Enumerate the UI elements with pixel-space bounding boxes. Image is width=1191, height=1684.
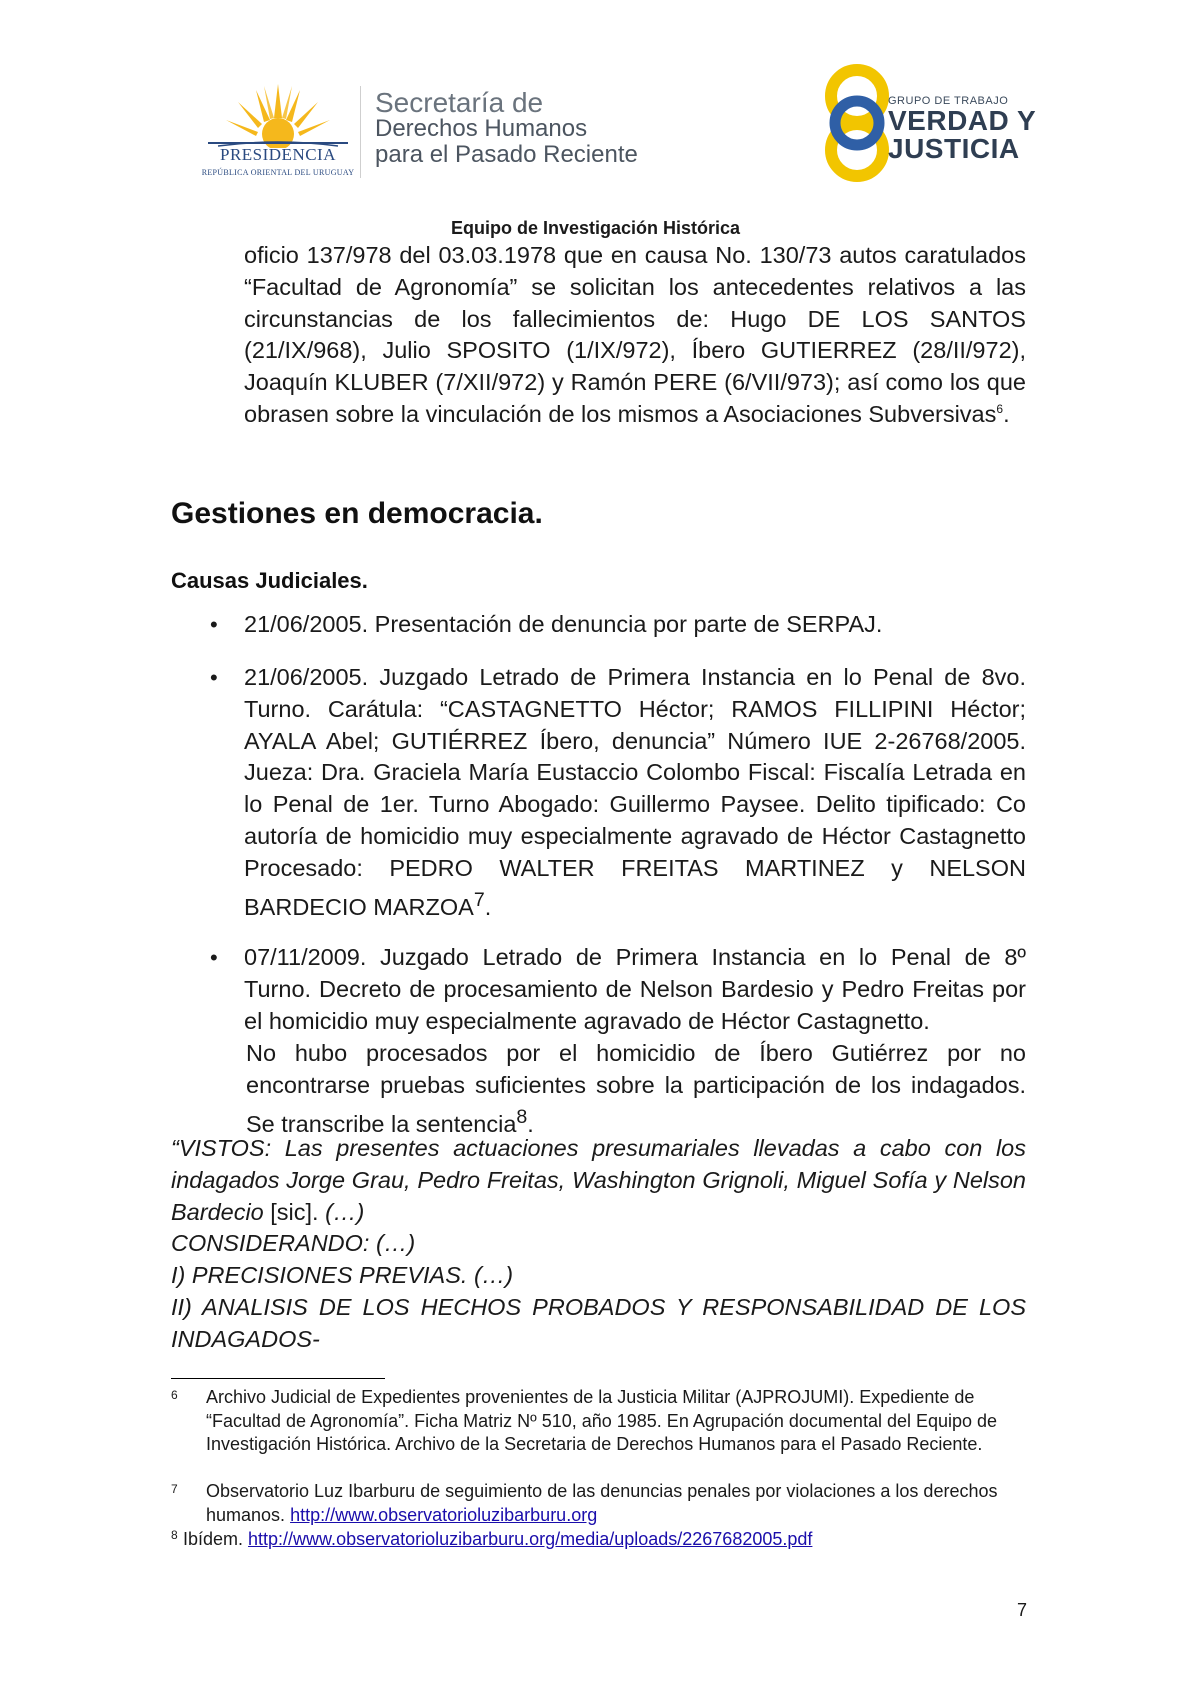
footnote-body: Observatorio Luz Ibarburu de seguimiento de las denuncias penales por violaciones a los derechos humanos. — [206, 1481, 998, 1525]
justicia-label: JUSTICIA — [888, 133, 1020, 164]
footnote-ref-7[interactable]: 7 — [473, 888, 485, 911]
page-header — [0, 0, 1191, 238]
list-item — [244, 942, 1026, 1037]
intro-end: . — [1003, 400, 1010, 427]
page-number: 7 — [1017, 1600, 1028, 1620]
secretaria-line-2: Derechos Humanos — [375, 115, 588, 142]
footnote-number: 6 — [171, 1388, 178, 1402]
list-item — [244, 609, 1026, 641]
intro-text: oficio 137/978 del 03.03.1978 que en causa No. 130/73 autos caratulados “Facultad de Agronomía” se solicitan los antecedentes relativos a las circunstancias de los fallecimientos de: Hugo DE LOS SANTOS (21/IX/968), Julio SPOSITO (1/IX/972), Íbero GUTIERREZ (28/II/972), Joaquín KLUBER (7/XII/972) y Ramón PERE (6/VII/973); así como los que obrasen sobre la vinculación de los mismos a Asociaciones Subversivas — [244, 242, 1026, 427]
secretaria-line-3: para el Pasado Reciente — [375, 141, 638, 168]
bullet-marker: • — [210, 945, 218, 970]
sentence-pdf-link[interactable]: http://www.observatorioluzibarburu.org/media/uploads/2267682005.pdf — [248, 1529, 813, 1549]
bullet-marker: • — [210, 665, 218, 690]
grupo-trabajo-text — [888, 95, 1036, 163]
quote-precisiones: I) PRECISIONES PREVIAS. (…) — [171, 1262, 514, 1289]
sun-icon — [198, 82, 358, 148]
quote-analisis: II) ANALISIS DE LOS HECHOS PROBADOS Y RESPONSABILIDAD DE LOS INDAGADOS- — [171, 1293, 1026, 1352]
subsection-title: Causas Judiciales. — [171, 568, 368, 593]
footnote-number: 7 — [171, 1482, 178, 1496]
secretaria-line-1: Secretaría de — [375, 87, 544, 118]
list-item-text: 21/06/2005. Juzgado Letrado de Primera Instancia en lo Penal de 8vo. Turno. Carátula: “CASTAGNETTO Héctor; RAMOS FILLIPINI Héctor; AYALA Abel; GUTIÉRREZ Íbero, denuncia” Número IUE 2-26768/2005. Jueza: Dra. Graciela María Eustaccio Colombo Fiscal: Fiscalía Letrada en lo Penal de 1er. Turno Abogado: Guillermo Paysee. Delito tipificado: Co autoría de homicidio muy especialmente agravado de Héctor Castagnetto Procesado: PEDRO WALTER FREITAS MARTINEZ y NELSON BARDECIO MARZOA — [244, 664, 1026, 920]
footnote-ref-8[interactable]: 8 — [516, 1105, 528, 1128]
footnote-text: Archivo Judicial de Expedientes provenientes de la Justicia Militar (AJPROJUMI). Expediente de “Facultad de Agronomía”. Ficha Matriz Nº 510, año 1985. En Agrupación documental del Equipo de Investigación Histórica. Archivo de la Secretaria de Derechos Humanos para el Pasado Reciente. — [206, 1387, 998, 1454]
quote-paragraph-1 — [171, 1133, 1026, 1228]
quote-considerando: CONSIDERANDO: (…) — [171, 1230, 416, 1257]
unit-title: Equipo de Investigación Histórica — [450, 218, 741, 238]
list-item-text: 07/11/2009. Juzgado Letrado de Primera Instancia en lo Penal de 8º Turno. Decreto de procesamiento de Nelson Bardesio y Pedro Freitas por el homicidio muy especialmente agravado de Héctor Castagnetto. — [244, 944, 1026, 1034]
sentence-quote — [171, 1133, 1026, 1356]
footnote-number: 8 — [171, 1528, 178, 1542]
presidencia-logo — [198, 82, 358, 192]
verdad-label: VERDAD Y — [888, 105, 1037, 136]
footnote-separator — [171, 1378, 385, 1379]
intro-paragraph — [244, 240, 1026, 431]
quote-vistos: “VISTOS: Las presentes actuaciones presumariales llevadas a cabo con los indagados Jorge Grau, Pedro Freitas, Washington Grignoli, Miguel Sofía y Nelson Bardecio — [171, 1135, 1026, 1225]
footnote-ref-6[interactable]: 6 — [996, 402, 1004, 417]
footnote-text — [206, 1480, 1026, 1527]
footnote-text — [183, 1528, 1003, 1552]
quote-ellipsis: (…) — [325, 1198, 365, 1225]
presidencia-name: PRESIDENCIA — [219, 145, 336, 164]
quote-sic: [sic]. — [263, 1198, 326, 1225]
continuation-end: . — [527, 1110, 534, 1137]
list-item — [244, 662, 1026, 923]
presidencia-subtitle: REPÚBLICA ORIENTAL DEL URUGUAY — [201, 168, 355, 177]
list-item-end: . — [484, 893, 492, 920]
observatorio-link[interactable]: http://www.observatorioluzibarburu.org — [290, 1504, 598, 1525]
footnote-body: Ibídem. — [183, 1529, 249, 1549]
continuation-text: No hubo procesados por el homicidio de Íbero Gutiérrez por no encontrarse pruebas suficientes sobre la participación de los indagados. Se transcribe la sentencia — [246, 1040, 1026, 1137]
header-divider — [360, 86, 361, 178]
list-item-text: 21/06/2005. Presentación de denuncia por parte de SERPAJ. — [244, 611, 883, 637]
list-item-continuation — [246, 1038, 1026, 1140]
secretaria-logo-text — [375, 87, 638, 168]
section-title: Gestiones en democracia. — [171, 497, 543, 530]
grupo-trabajo-label: GRUPO DE TRABAJO — [888, 95, 1009, 107]
bullet-marker: • — [210, 612, 218, 637]
